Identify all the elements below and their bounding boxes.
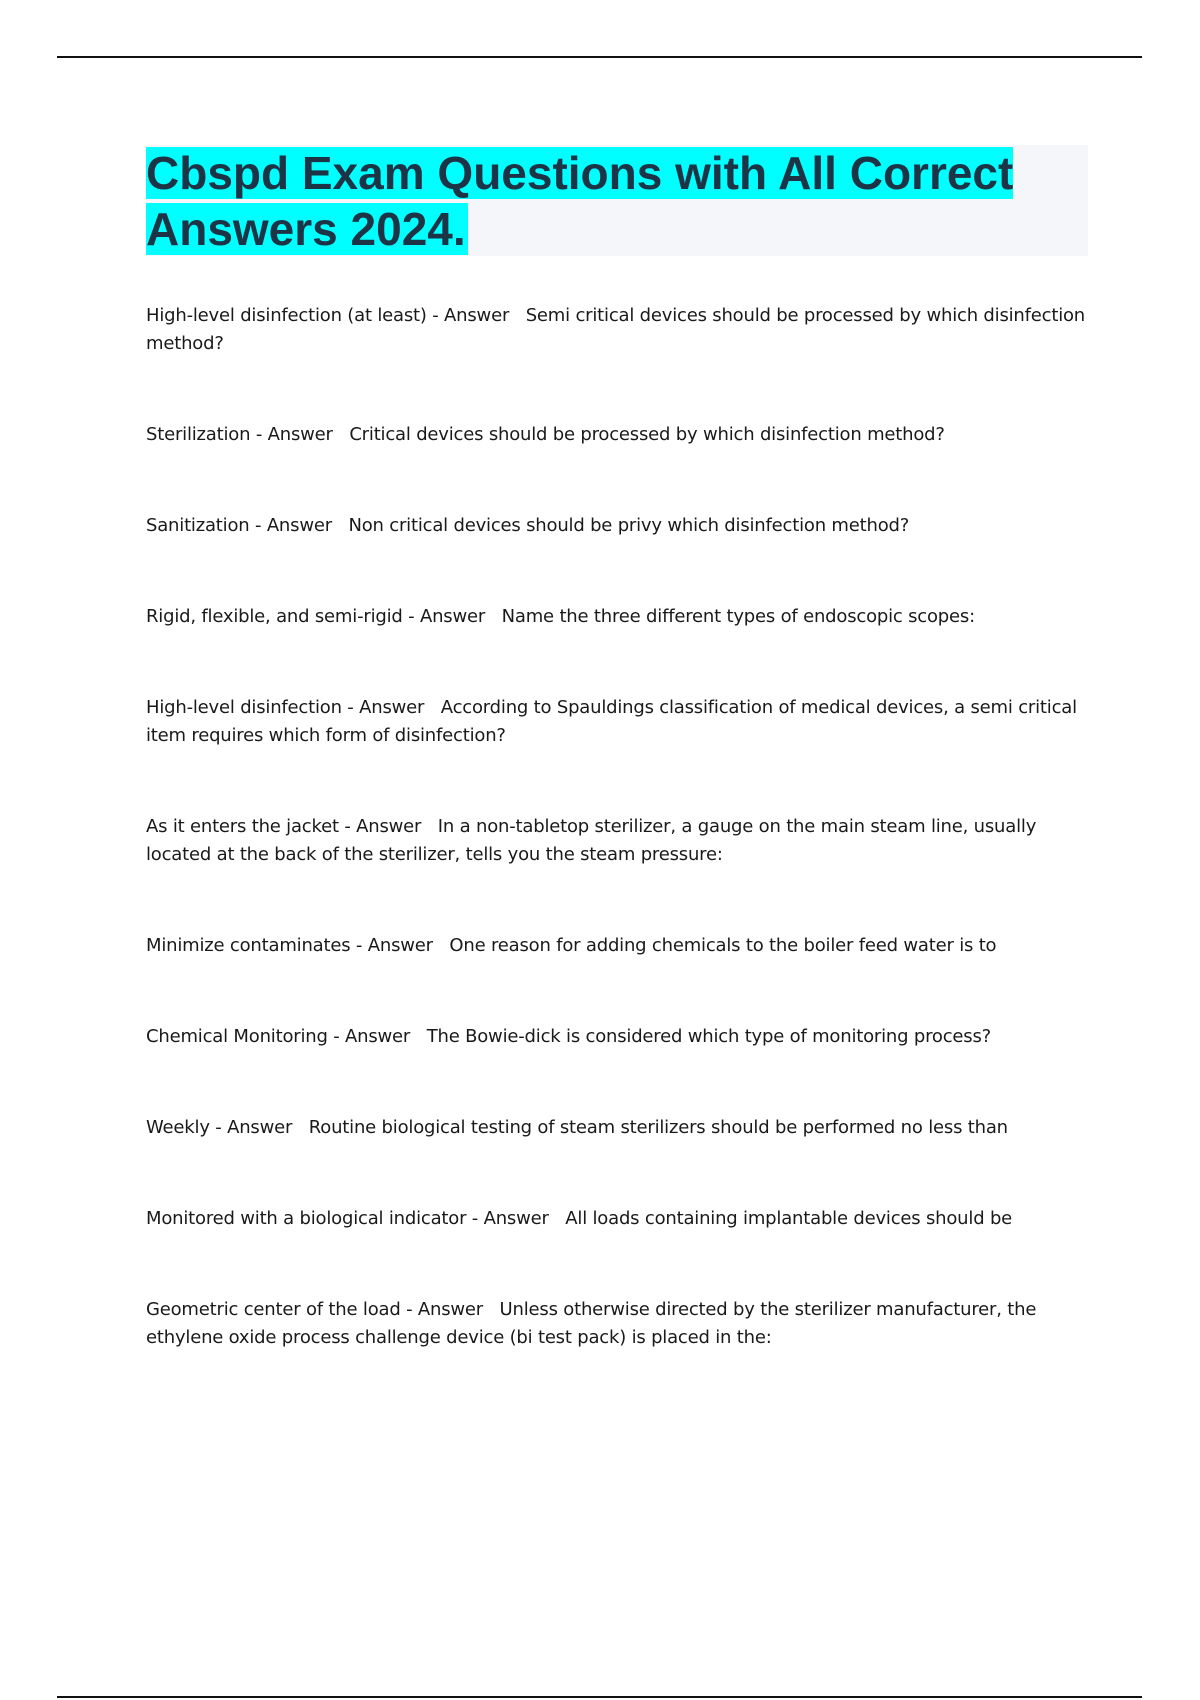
page-title-text: Cbspd Exam Questions with All Correct Answers 2024.: [146, 147, 1014, 255]
qa-item: Chemical Monitoring - Answer The Bowie-dick is considered which type of monitoring process?: [146, 1026, 992, 1047]
page-bottom-rule: [57, 1696, 1142, 1698]
qa-item: High-level disinfection (at least) - Answer Semi critical devices should be processed by which disinfection method?: [146, 305, 1091, 354]
qa-item: Weekly - Answer Routine biological testing of steam sterilizers should be performed no less than: [146, 1117, 1008, 1138]
qa-list: [146, 302, 1091, 1415]
page-title: [146, 145, 1088, 257]
qa-item: Monitored with a biological indicator - Answer All loads containing implantable devices should be: [146, 1208, 1013, 1229]
qa-item: Rigid, flexible, and semi-rigid - Answer Name the three different types of endoscopic scopes:: [146, 606, 975, 627]
qa-item: As it enters the jacket - Answer In a non-tabletop sterilizer, a gauge on the main steam line, usually located at the back of the sterilizer, tells you the steam pressure:: [146, 816, 1042, 865]
page-top-rule: [57, 56, 1142, 58]
qa-item: Minimize contaminates - Answer One reason for adding chemicals to the boiler feed water is to: [146, 935, 997, 956]
qa-item: Sanitization - Answer Non critical devices should be privy which disinfection method?: [146, 515, 910, 536]
qa-item: Geometric center of the load - Answer Unless otherwise directed by the sterilizer manufacturer, the ethylene oxide process challenge device (bi test pack) is placed in the:: [146, 1299, 1042, 1348]
title-block: [146, 145, 1088, 256]
qa-item: High-level disinfection - Answer According to Spauldings classification of medical devices, a semi critical item requires which form of disinfection?: [146, 697, 1083, 746]
qa-item: Sterilization - Answer Critical devices should be processed by which disinfection method?: [146, 424, 945, 445]
